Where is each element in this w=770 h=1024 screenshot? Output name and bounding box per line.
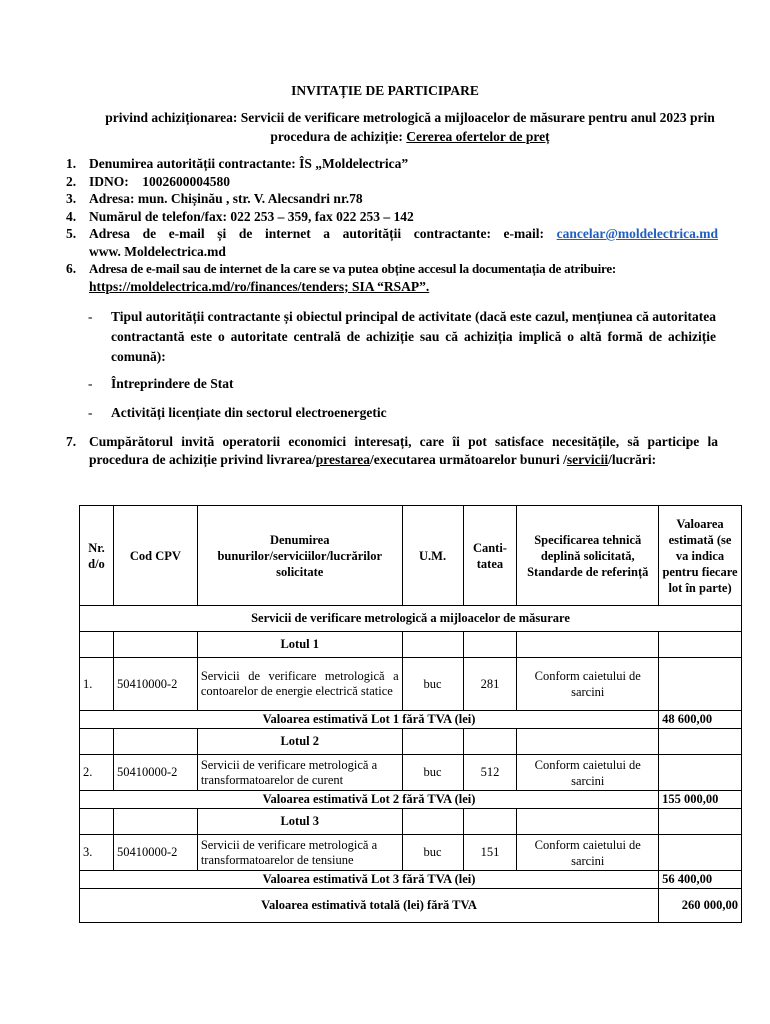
list-item-docs: 6. Adresa de e-mail sau de internet de la care se va putea obține accesul la documentația de atribuire: https://moldelectrica.md/ro/finances/tenders; SIA “RSAP”. (58, 260, 718, 295)
list-item-email: 5. Adresa de e-mail și de internet a autorității contractante: e-mail: cancelar@moldelectrica.md www. Moldelectrica.md (66, 226, 718, 259)
table-header-row (80, 506, 742, 606)
dash-item: - Activități licențiate din sectorul electroenergetic (88, 405, 387, 420)
subtitle-text: privind achiziționarea: Servicii de verificare metrologică a mijloacelor de măsurare pentru anul 2023 prin procedura de achiziție: (105, 110, 715, 144)
list-item: 4. Numărul de telefon/fax: 022 253 – 359, fax 022 253 – 142 (66, 208, 414, 224)
lot-total-row: Valoarea estimativă Lot 3 fără TVA (lei) 56 400,00 (80, 871, 742, 889)
grand-total-row: Valoarea estimativă totală (lei) fără TVA 260 000,00 (80, 889, 742, 923)
col-header-nr: Nr. d/o (80, 506, 114, 606)
col-header-value: Valoarea estimată (se va indica pentru fiecare lot în parte) (659, 506, 742, 606)
dash-item: - Tipul autorității contractante și obiectul principal de activitate (dacă este cazul, mențiunea că autoritatea contractantă este o autoritate centrală de achiziție sau că achiziția implică o altă formă de achiziție comună): (88, 309, 716, 364)
list-item: 3. Adresa: mun. Chișinău , str. V. Alecsandri nr.78 (66, 191, 363, 206)
table-row: 3. 50410000-2 Servicii de verificare metrologică a transformatoarelor de tensiune buc 151 Conform caietului de sarcini (80, 835, 742, 871)
lot-label-row: Lotul 2 (80, 729, 742, 755)
list-item: 1. Denumirea autorității contractante: ÎS „Moldelectrica” (66, 156, 409, 171)
info-list (58, 155, 718, 295)
table-row: 2. 50410000-2 Servicii de verificare metrologică a transformatoarelor de curent buc 512 Conform caietului de sarcini (80, 755, 742, 791)
list-item: 2. IDNO: 1002600004580 (66, 173, 230, 189)
tenders-link[interactable]: https://moldelectrica.md/ro/finances/tenders; SIA “RSAP”. (89, 278, 430, 294)
email-link[interactable]: cancelar@moldelectrica.md (556, 226, 718, 241)
table-row: 1. 50410000-2 Servicii de verificare metrologică a contoarelor de energie electrică statice buc 281 Conform caietului de sarcini (80, 658, 742, 711)
website-text: www. Moldelectrica.md (89, 243, 226, 259)
col-header-cpv: Cod CPV (113, 506, 197, 606)
col-header-um: U.M. (402, 506, 463, 606)
document-subtitle (100, 108, 720, 146)
col-header-qty: Canti-tatea (463, 506, 517, 606)
lot-label-row: Lotul 3 (80, 809, 742, 835)
lot-total-row: Valoarea estimativă Lot 1 fără TVA (lei) 48 600,00 (80, 711, 742, 729)
col-header-spec: Specificarea tehnică deplină solicitată, Standarde de referință (517, 506, 659, 606)
lot-total-row: Valoarea estimativă Lot 2 fără TVA (lei) 155 000,00 (80, 791, 742, 809)
procedure-type: Cererea ofertelor de preț (406, 129, 550, 144)
section-row: Servicii de verificare metrologică a mijloacelor de măsurare (80, 606, 742, 632)
dash-list (88, 307, 716, 367)
section-7: 7. Cumpărătorul invită operatorii economici interesați, care îi pot satisface necesitățile, să participe la procedura de achiziție privind livrarea/prestarea/executarea următoarelor bunuri /servicii/lucrări: (66, 434, 718, 467)
document-title: INVITAȚIE DE PARTICIPARE (291, 83, 479, 98)
lot-label-row: Lotul 1 (80, 632, 742, 658)
procurement-table (79, 505, 742, 923)
dash-item: - Întreprindere de Stat (88, 376, 234, 391)
col-header-name: Denumirea bunurilor/serviciilor/lucrărilor solicitate (197, 506, 402, 606)
